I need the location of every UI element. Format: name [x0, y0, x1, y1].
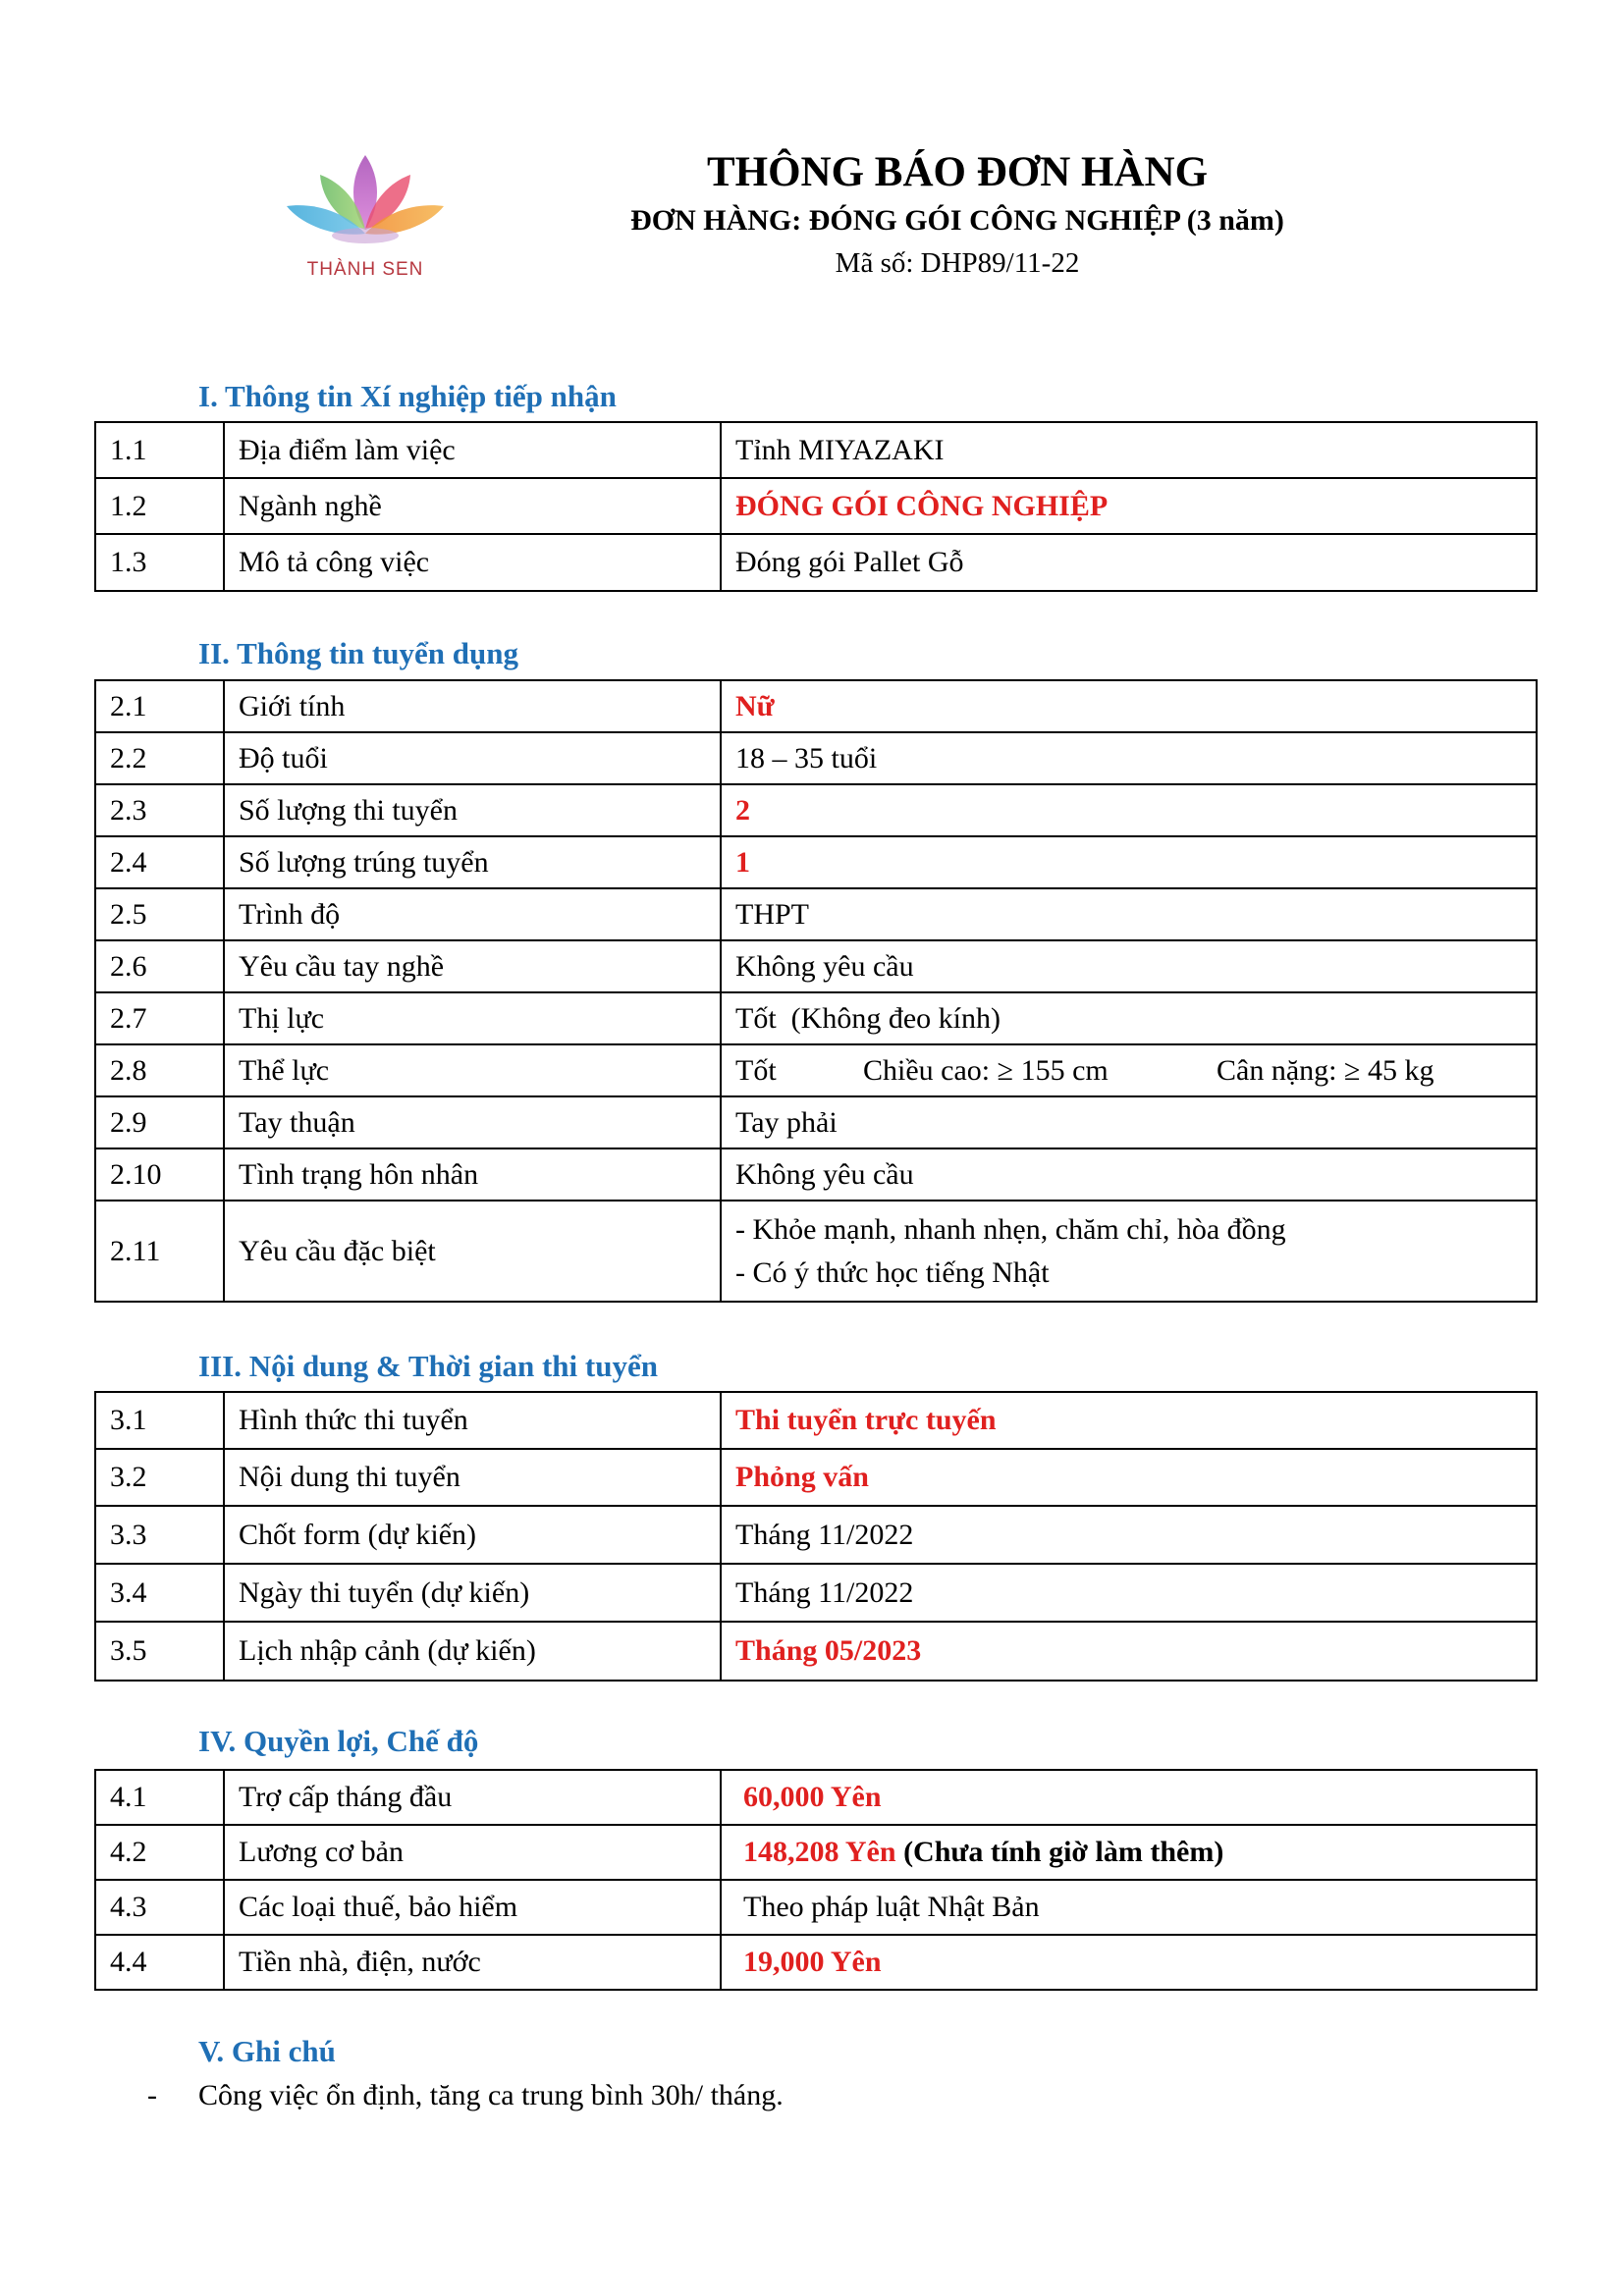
row-value: Nữ [721, 680, 1537, 732]
row-label: Địa điểm làm việc [224, 422, 721, 478]
section-1-title: I. Thông tin Xí nghiệp tiếp nhận [198, 379, 617, 413]
table-row [95, 1096, 1537, 1148]
document-header [550, 147, 1365, 283]
row-number: 2.11 [95, 1201, 224, 1302]
row-value: Không yêu cầu [721, 1148, 1537, 1201]
base-salary: 148,208 Yên [743, 1836, 896, 1868]
row-label: Hình thức thi tuyển [224, 1392, 721, 1449]
row-number: 3.4 [95, 1564, 224, 1622]
note-text: Công việc ổn định, tăng ca trung bình 30h/ tháng. [198, 2079, 784, 2111]
row-value: Thi tuyển trực tuyến [721, 1392, 1537, 1449]
company-logo [281, 153, 450, 291]
row-number: 1.1 [95, 422, 224, 478]
row-label: Giới tính [224, 680, 721, 732]
row-label: Thể lực [224, 1044, 721, 1096]
row-label: Yêu cầu tay nghề [224, 940, 721, 992]
table-row [95, 888, 1537, 940]
row-number: 2.6 [95, 940, 224, 992]
row-value: Tỉnh MIYAZAKI [721, 422, 1537, 478]
row-value: THPT [721, 888, 1537, 940]
table-row [95, 1564, 1537, 1622]
row-value: Đóng gói Pallet Gỗ [721, 534, 1537, 591]
note-item [147, 2079, 784, 2112]
row-value: 2 [721, 784, 1537, 836]
row-value: Tháng 11/2022 [721, 1506, 1537, 1564]
row-number: 2.2 [95, 732, 224, 784]
section-2-title: II. Thông tin tuyển dụng [198, 636, 518, 670]
row-label: Lương cơ bản [224, 1825, 721, 1880]
table-row [95, 1392, 1537, 1449]
row-value [721, 1201, 1537, 1302]
row-label: Lịch nhập cảnh (dự kiến) [224, 1622, 721, 1681]
row-number: 3.1 [95, 1392, 224, 1449]
row-value: 60,000 Yên [721, 1770, 1537, 1825]
section-4-table [94, 1769, 1538, 1991]
table-row [95, 1770, 1537, 1825]
row-number: 2.10 [95, 1148, 224, 1201]
row-number: 2.1 [95, 680, 224, 732]
table-row [95, 422, 1537, 478]
row-label: Tình trạng hôn nhân [224, 1148, 721, 1201]
row-value: Tay phải [721, 1096, 1537, 1148]
row-number: 3.3 [95, 1506, 224, 1564]
row-value: Phỏng vấn [721, 1449, 1537, 1506]
section-5-title: V. Ghi chú [198, 2034, 336, 2068]
row-value: Tốt (Không đeo kính) [721, 992, 1537, 1044]
row-label: Tay thuận [224, 1096, 721, 1148]
row-number: 2.3 [95, 784, 224, 836]
row-label: Mô tả công việc [224, 534, 721, 591]
row-number: 2.5 [95, 888, 224, 940]
logo-text: THÀNH SEN [306, 259, 424, 280]
table-row [95, 1044, 1537, 1096]
row-number: 4.3 [95, 1880, 224, 1935]
row-value [721, 1825, 1537, 1880]
row-value: 1 [721, 836, 1537, 888]
row-number: 4.2 [95, 1825, 224, 1880]
table-row [95, 1148, 1537, 1201]
row-number: 4.4 [95, 1935, 224, 1990]
row-label: Các loại thuế, bảo hiểm [224, 1880, 721, 1935]
table-row [95, 1935, 1537, 1990]
row-number: 3.2 [95, 1449, 224, 1506]
row-label: Yêu cầu đặc biệt [224, 1201, 721, 1302]
row-value: ĐÓNG GÓI CÔNG NGHIỆP [721, 478, 1537, 534]
row-number: 2.9 [95, 1096, 224, 1148]
row-value: Theo pháp luật Nhật Bản [721, 1880, 1537, 1935]
table-row [95, 478, 1537, 534]
row-value: Tháng 11/2022 [721, 1564, 1537, 1622]
table-row [95, 732, 1537, 784]
bullet-dash: - [147, 2079, 157, 2111]
weight-requirement: Cân nặng: ≥ 45 kg [1217, 1053, 1434, 1087]
row-number: 2.8 [95, 1044, 224, 1096]
table-row [95, 1201, 1537, 1302]
row-number: 4.1 [95, 1770, 224, 1825]
section-3-table [94, 1391, 1538, 1682]
special-requirement-line: - Có ý thức học tiếng Nhật [735, 1255, 1050, 1289]
row-number: 1.3 [95, 534, 224, 591]
section-1-table [94, 421, 1538, 592]
row-label: Thị lực [224, 992, 721, 1044]
section-2-table [94, 679, 1538, 1303]
height-requirement: Chiều cao: ≥ 155 cm [863, 1053, 1109, 1087]
table-row [95, 836, 1537, 888]
row-number: 1.2 [95, 478, 224, 534]
lotus-logo-icon [281, 153, 450, 256]
physical-value: Tốt [735, 1053, 777, 1087]
row-number: 2.7 [95, 992, 224, 1044]
row-number: 2.4 [95, 836, 224, 888]
row-value: 18 – 35 tuổi [721, 732, 1537, 784]
table-row [95, 1506, 1537, 1564]
row-label: Nội dung thi tuyển [224, 1449, 721, 1506]
section-3-title: III. Nội dung & Thời gian thi tuyển [198, 1349, 658, 1383]
row-label: Chốt form (dự kiến) [224, 1506, 721, 1564]
row-label: Trợ cấp tháng đầu [224, 1770, 721, 1825]
table-row [95, 940, 1537, 992]
table-row [95, 1622, 1537, 1681]
salary-note: (Chưa tính giờ làm thêm) [903, 1836, 1224, 1868]
row-label: Ngày thi tuyển (dự kiến) [224, 1564, 721, 1622]
table-row [95, 1825, 1537, 1880]
row-label: Trình độ [224, 888, 721, 940]
table-row [95, 1880, 1537, 1935]
row-value: 19,000 Yên [721, 1935, 1537, 1990]
row-label: Độ tuổi [224, 732, 721, 784]
order-code: Mã số: DHP89/11-22 [835, 247, 1080, 279]
section-4-title: IV. Quyền lợi, Chế độ [198, 1724, 479, 1758]
table-row [95, 680, 1537, 732]
row-label: Ngành nghề [224, 478, 721, 534]
row-label: Tiền nhà, điện, nước [224, 1935, 721, 1990]
order-subtitle: ĐƠN HÀNG: ĐÓNG GÓI CÔNG NGHIỆP (3 năm) [630, 204, 1284, 237]
row-number: 3.5 [95, 1622, 224, 1681]
row-label: Số lượng thi tuyển [224, 784, 721, 836]
table-row [95, 992, 1537, 1044]
row-value [721, 1044, 1537, 1096]
page-title: THÔNG BÁO ĐƠN HÀNG [706, 149, 1209, 195]
row-value: Tháng 05/2023 [721, 1622, 1537, 1681]
row-label: Số lượng trúng tuyển [224, 836, 721, 888]
table-row [95, 534, 1537, 591]
special-requirement-line: - Khỏe mạnh, nhanh nhẹn, chăm chỉ, hòa đồng [735, 1212, 1286, 1246]
table-row [95, 1449, 1537, 1506]
row-value: Không yêu cầu [721, 940, 1537, 992]
table-row [95, 784, 1537, 836]
